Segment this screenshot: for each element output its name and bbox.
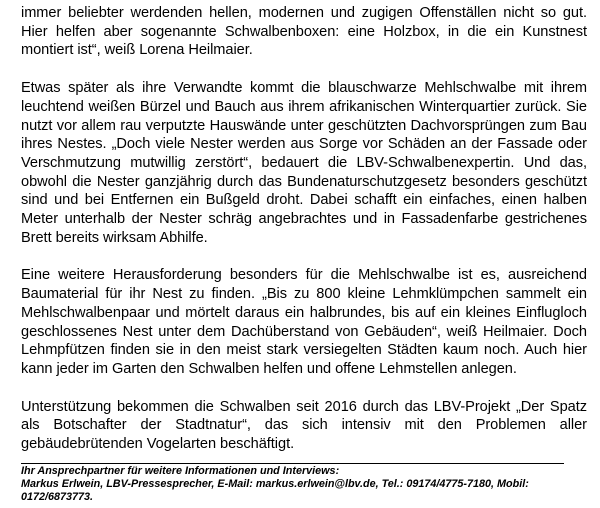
article-paragraph: immer beliebter werdenden hellen, modernen und zugigen Offenställen nicht so gut. Hier helfen aber sogenannte Schwalbenboxen: eine Holzbox, in die ein Kunstnest montiert ist“, weiß Lorena Heilmaier.	[21, 5, 587, 59]
contact-details-continued: 0172/6873773.	[21, 491, 94, 503]
contact-details: Markus Erlwein, LBV-Pressesprecher, E-Mail: markus.erlwein@lbv.de, Tel.: 09174/4775-7180, Mobil:	[21, 478, 529, 490]
contact-heading: Ihr Ansprechpartner für weitere Informationen und Interviews:	[21, 465, 340, 477]
article-paragraph: Etwas später als ihre Verwandte kommt die blauschwarze Mehlschwalbe mit ihrem leuchtend weißen Bürzel und Bauch aus ihrem afrikanischen Winterquartier zurück. Sie nutzt vor allem rau verputzte Hauswände unter geschützten Dachvorsprüngen zum Bau ihres Nestes. „Doch viele Nester werden aus Sorge vor Schäden an der Fassade oder Verschmutzung mutwillig zerstört“, bedauert die LBV-Schwalbenexpertin. Und das, obwohl die Nester ganzjährig durch das Bundenaturschutzgesetz besonders geschützt sind und bei Entfernen ein Bußgeld droht. Dabei schafft ein einfaches, einen halben Meter unterhalb der Nester schräg angebrachtes und in Fassadenfarbe gestrichenes Brett bereits wirksam Abhilfe.	[21, 80, 587, 246]
contact-divider	[21, 463, 564, 464]
contact-block	[21, 465, 581, 504]
article-body	[21, 4, 587, 454]
article-paragraph: Eine weitere Herausforderung besonders für die Mehlschwalbe ist es, ausreichend Baumaterial für ihr Nest zu finden. „Bis zu 800 kleine Lehmklümpchen sammelt ein Mehlschwalbenpaar und mörtelt daraus ein halbrundes, bis auf ein kleines Einflugloch geschlossenes Nest unter dem Dachüberstand von Gebäuden“, weiß Heilmaier. Doch Lehmpfützen finden sie in den meist stark versiegelten Städten kaum noch. Auch hier kann jeder im Garten den Schwalben helfen und offene Lehmstellen anlegen.	[21, 267, 587, 377]
article-paragraph: Unterstützung bekommen die Schwalben seit 2016 durch das LBV-Projekt „Der Spatz als Botschafter der Stadtnatur“, das sich intensiv mit den Problemen aller gebäudebrütenden Vogelarten beschäftigt.	[21, 398, 587, 453]
